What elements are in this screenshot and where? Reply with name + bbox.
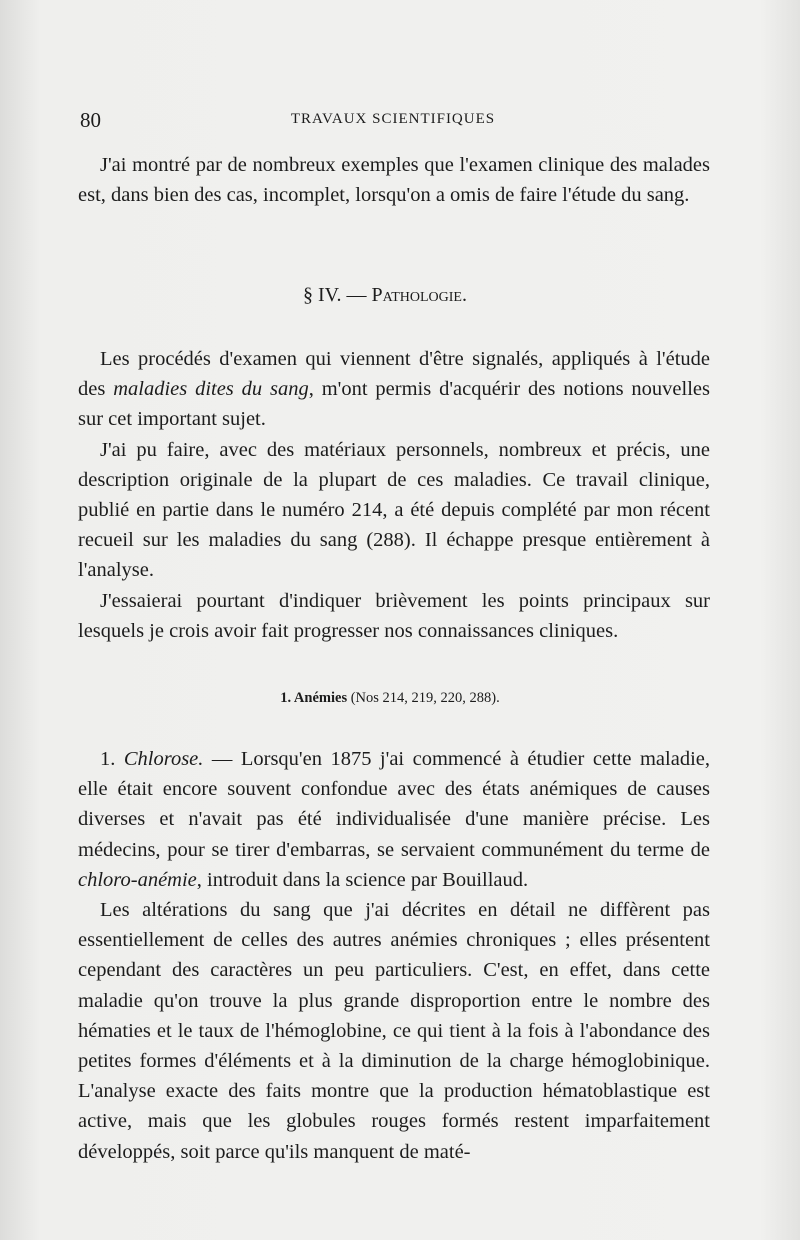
pathology-block [78, 344, 710, 646]
italic-term: maladies dites du sang [113, 378, 309, 401]
chlorose-paragraph-2: Les altérations du sang que j'ai décrites en détail ne diffèrent pas essentiellement de celles des autres anémies chroniques ; elles présentent cependant des caractères un peu particuliers. C'est, en effet, dans cette maladie qu'on trouve la plus grande disproportion entre le nombre des hématies et le taux de l'hémoglobine, ce qui tient à la fois à l'abondance des petites formes d'éléments et à la diminution de la charge hémoglobinique. L'analyse exacte des faits montre que la production hématoblastique est active, mais que les globules rouges formés restent imparfaitement développés, soit parce qu'ils manquent de maté- [78, 899, 710, 1163]
chlorose-block [78, 744, 710, 1167]
text-run: Les procédés d'examen qui viennent d'être signalés, appliqués à l'étude des [78, 348, 710, 401]
chlorose-title: Chlorose. [123, 748, 204, 770]
page-number: 80 [80, 108, 101, 132]
section-heading [0, 284, 770, 307]
page-header [78, 108, 708, 134]
text-run: , m'ont permis d'acquérir des notions nouvelles sur cet important sujet. [78, 378, 710, 431]
section-marker: § IV. — [303, 284, 367, 306]
section-title: Pathologie. [371, 284, 467, 306]
intro-paragraph: J'ai montré par de nombreux exemples que l'examen clinique des malades est, dans bien des cas, incomplet, lorsqu'on a omis de faire l'étude du sang. [78, 154, 710, 207]
italic-term: chloro-anémie [78, 868, 197, 891]
subheading-refs: (Nos 214, 219, 220, 288). [350, 690, 500, 706]
text-run: , introduit dans la science par Bouillaud. [196, 868, 529, 891]
subheading-anemies [0, 690, 780, 707]
subheading-label: 1. Anémies [280, 690, 348, 706]
text-run: — Lorsqu'en 1875 j'ai commencé à étudier cette maladie, elle était encore souvent confondue avec des états anémiques de causes diverses et n'avait pas été individualisée d'une manière précise. Les médecins, pour se tirer d'embarras, se servaient communément du terme de [78, 748, 710, 861]
item-number: 1. [100, 748, 116, 770]
pathology-paragraph-3: J'essaierai pourtant d'indiquer brièvement les points principaux sur lesquels je crois avoir fait progresser nos connaissances cliniques. [78, 589, 710, 642]
intro-block [78, 150, 710, 210]
running-title: TRAVAUX SCIENTIFIQUES [290, 111, 496, 127]
pathology-paragraph-2: J'ai pu faire, avec des matériaux personnels, nombreux et précis, une description originale de la plupart de ces maladies. Ce travail clinique, publié en partie dans le numéro 214, a été depuis complété par mon récent recueil sur les maladies du sang (288). Il échappe presque entièrement à l'analyse. [78, 438, 710, 582]
pathology-paragraph-1 [78, 344, 710, 435]
chlorose-paragraph-1 [78, 744, 710, 895]
